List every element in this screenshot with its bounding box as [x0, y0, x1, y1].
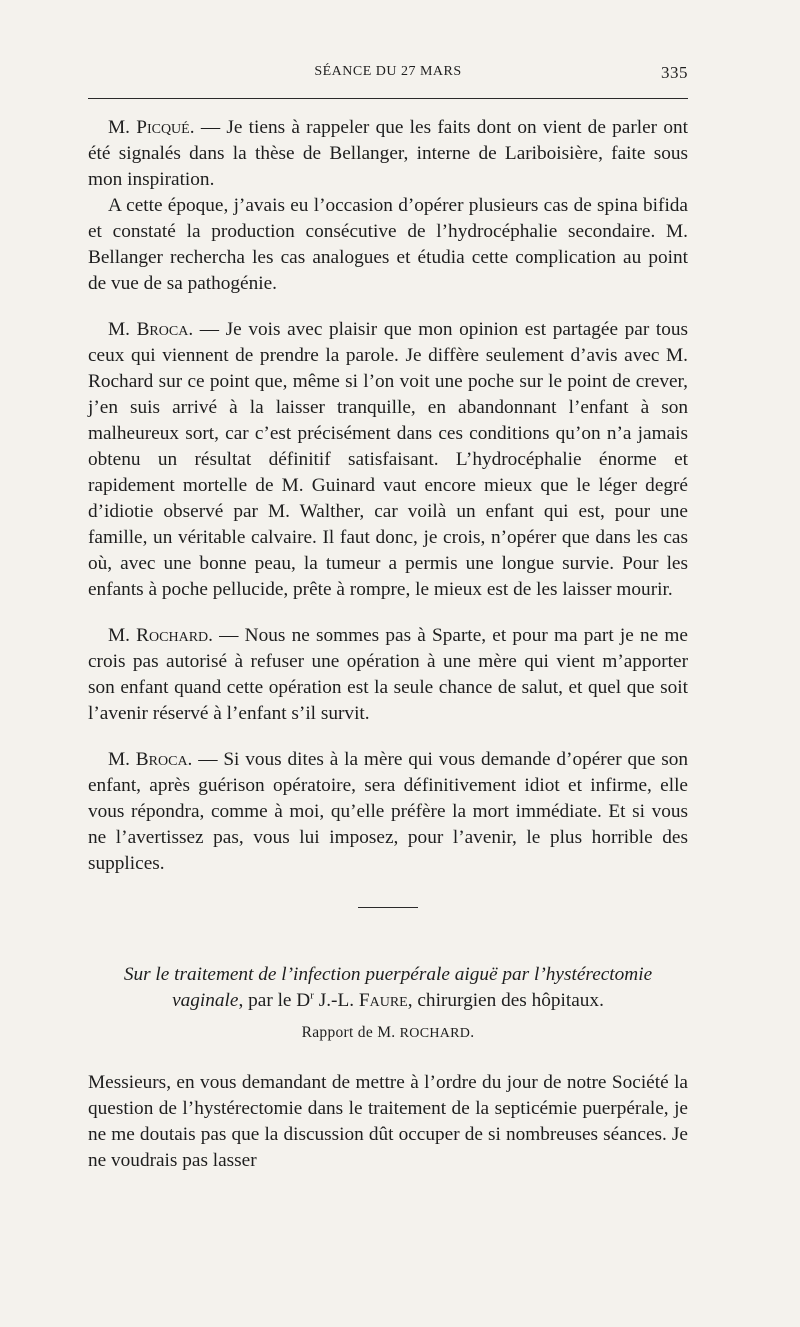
speech-paragraph [88, 115, 688, 193]
article-title-italic: Sur le traitement de l’infection puerpérale aiguë par l’hystérectomie vaginale [123, 964, 653, 1011]
article-title-rest: , chirurgien des hôpitaux. [407, 990, 604, 1011]
speech-text: A cette époque, j’avais eu l’occasion d’opérer plusieurs cas de spina bifida et constaté la production consécutive de l’hydrocéphalie secondaire. M. Bellanger rechercha les cas analogues et étudia cette complication au point de vue de sa pathogénie. [88, 195, 688, 294]
report-byline [88, 1024, 688, 1042]
speech-paragraph [88, 193, 688, 297]
speech-text: — Si vous dites à la mère qui vous demande d’opérer que son enfant, après guérison opératoire, sera définitivement idiot et infirme, elle vous répondra, comme à moi, qu’elle préfère la mort immédiate. Et si vous ne l’avertissez pas, vous lui imposez, pour l’avenir, le plus horrible des supplices. [88, 749, 688, 874]
article-title-sup: r [310, 989, 314, 1002]
running-title: SÉANCE DU 27 MARS [314, 64, 462, 79]
discussion-body [88, 115, 688, 877]
speech-text: — Je vois avec plaisir que mon opinion est partagée par tous ceux qui viennent de prendre la parole. Je diffère seulement d’avis avec M. Rochard sur ce point que, même si l’on voit une poche sur le point de crever, j’en suis arrivé à la laisser tranquille, en abandonnant l’enfant à son malheureux sort, car c’est précisément dans ces conditions qu’on n’a jamais obtenu un résultat définitif satisfaisant. L’hydrocéphalie énorme et rapidement mortelle de M. Guinard vaut encore mieux que le léger degré d’idiotie observé par M. Walther, car voilà un enfant qui est, pour une famille, un véritable calvaire. Il faut donc, je crois, n’opérer que dans les cas où, avec une bonne peau, la tumeur a permis une longue survie. Pour les enfants à poche pellucide, prête à rompre, le mieux est de les laisser mourir. [88, 319, 688, 600]
speech-paragraph [88, 317, 688, 603]
speaker-name: M. Picqué. [108, 117, 195, 138]
speech-text: — Nous ne sommes pas à Sparte, et pour ma part je ne me crois pas autorisé à refuser une opération à une mère qui vient m’apporter son enfant quand cette opération est la seule chance de salut, et quel que soit l’avenir réservé à l’enfant s’il survit. [88, 625, 688, 724]
article-title [88, 962, 688, 1014]
speech-text: — Je tiens à rappeler que les faits dont on vient de parler ont été signalés dans la thèse de Bellanger, interne de Lariboisière, faite sous mon inspiration. [88, 117, 688, 190]
report-suffix: . [470, 1024, 475, 1041]
speech-block-rochard [88, 623, 688, 727]
speaker-name: M. Broca. [108, 319, 194, 340]
speech-block-picque [88, 115, 688, 297]
speech-paragraph [88, 747, 688, 877]
report-body [88, 1070, 688, 1174]
speech-block-broca-2 [88, 747, 688, 877]
header-rule [88, 98, 688, 99]
page-number: 335 [661, 63, 688, 82]
article-author: J.-L. Faure [313, 990, 408, 1011]
running-header [88, 56, 688, 84]
section-separator [358, 907, 418, 908]
report-prefix: Rapport de M. [301, 1024, 400, 1041]
document-page [88, 56, 688, 1174]
report-author: ROCHARD [399, 1026, 471, 1041]
speech-paragraph [88, 623, 688, 727]
speaker-name: M. Broca. [108, 749, 193, 770]
report-paragraph: Messieurs, en vous demandant de mettre à l’ordre du jour de notre Société la question de l’hystérectomie dans le traitement de la septicémie puerpérale, je ne me doutais pas que la discussion dût occuper de si nombreuses séances. Je ne voudrais pas lasser [88, 1072, 688, 1171]
speech-block-broca-1 [88, 317, 688, 603]
article-title-by: , par le D [238, 990, 311, 1011]
speaker-name: M. Rochard. [108, 625, 213, 646]
